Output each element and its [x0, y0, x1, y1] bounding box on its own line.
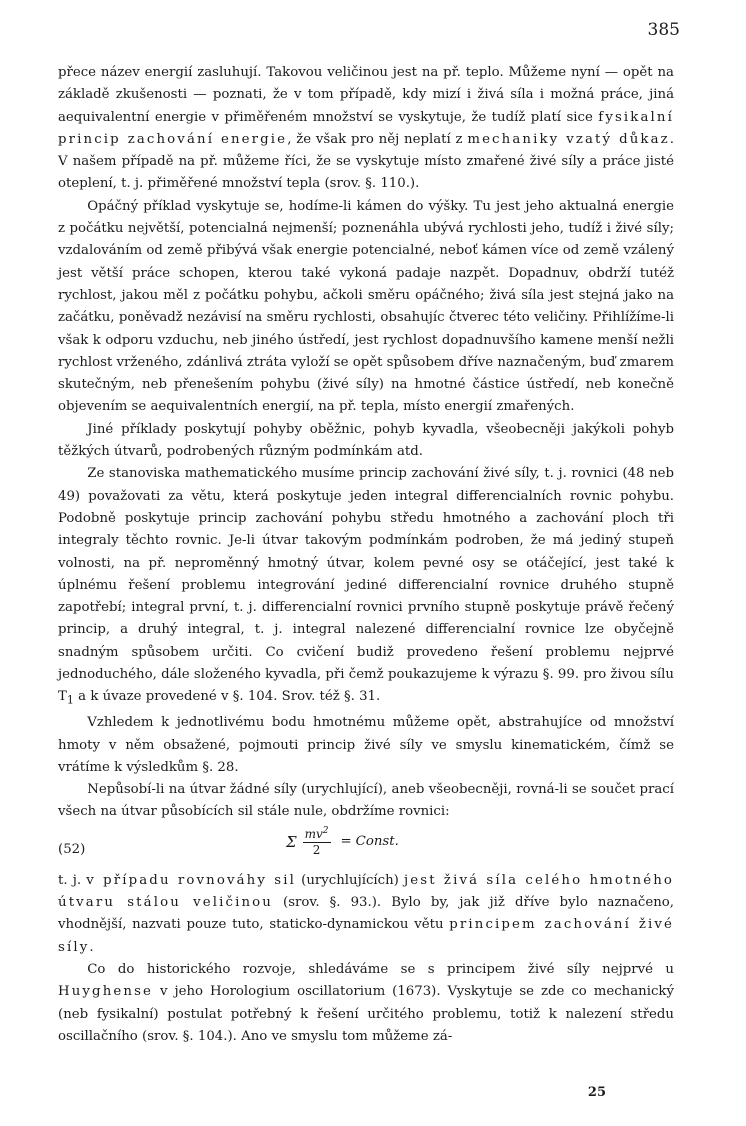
text-run: (urychlujících): [296, 872, 404, 888]
paragraph: [58, 870, 674, 959]
spaced-emphasis: principem zachování živé síly: [58, 917, 675, 955]
equation-exponent: 2: [322, 825, 329, 836]
equation-fraction: [303, 827, 331, 858]
text-run: přece název energií zasluhují. Takovou veličinou jest na př. teplo. Můžeme nyní — opět na základě zkušenosti — poznati, že v tom případě, kdy mizí i živá síla i možná práce, jiná aequivalentní energie v přiměřeném množství se vyskytuje, že tudíž platí sice: [58, 65, 674, 125]
equation-denominator: 2: [312, 842, 321, 857]
paragraph: [58, 712, 674, 779]
equation-rhs: Const.: [355, 834, 399, 850]
equation-numerator: [303, 827, 331, 843]
page-number: 385: [647, 20, 680, 40]
equation-52: [58, 827, 674, 869]
paragraph: [58, 779, 674, 824]
text-run: v jeho Horologium oscillatorium (1673). Vyskytuje se zde co mechanický (neb fysikalní) postulat potřebný k řešení určitého problemu, totiž k nalezení středu oscillačního (srov. §. 104.). Ano ve smyslu tom můžeme zá-: [58, 984, 674, 1044]
paragraph: [58, 463, 674, 712]
spaced-emphasis: fysikalní princip zachování energie: [58, 109, 674, 147]
text-run: . V našem případě na př. můžeme říci, že se vyskytuje místo zmařené živé síly a práce jisté oteplení, t. j. přiměřené množství tepla (srov. §. 110.).: [58, 131, 675, 192]
text-run: t. j.: [58, 872, 87, 888]
paragraphs-before-equation: [58, 62, 674, 824]
text-run: Vzhledem k jednotlivému bodu hmotnému můžeme opět, abstrahujíce od množství hmoty v něm obsažené, pojmouti princip živé síly ve smyslu kinematickém, čímž se vrátíme k výsledkům §. 28.: [58, 715, 674, 775]
text-run: Ze stanoviska mathematického musíme princip zachování živé síly, t. j. rovnici (48 neb 49) považovati za větu, která poskytuje jeden integral differencialních rovnic pohybu. Podobně poskytuje princip zachování pohybu středu hmotného a zachování ploch tři integraly těchto rovnic. Je-li útvar takovým podmínkám podroben, že má jediný stupeň volnosti, na př. neproměnný hmotný útvar, kolem pevné osy se otáčející, jest také k úplnému řešení problemu integrování jediné differencialní rovnice druhého stupně zapotřebí; integral první, t. j. differencialní rovnici prvního stupně poskytuje právě řečený princip, a druhý integral, t. j. integral nalezené differencialní rovnice lze obyčejně snadným spůsobem určiti. Co cvičení budiž provedeno řešení problemu nejprvé jednoduchého, dále složeného kyvadla, při čemž poukazujeme k výrazu §. 99. pro živou sílu T: [58, 466, 674, 705]
numerator-text: mv: [304, 826, 323, 841]
text-run: .: [89, 939, 94, 955]
equation-body: [286, 827, 399, 858]
signature-mark: 25: [587, 1085, 606, 1100]
text-run: Nepůsobí-li na útvar žádné síly (urychlující), aneb všeobecněji, rovná-li se součet prací všech na útvar působících sil stále nule, obdržíme rovnici:: [58, 782, 674, 820]
paragraph: [58, 62, 674, 196]
spaced-emphasis: mechaniky vzatý důkaz: [467, 131, 670, 147]
equation-sigma: Σ: [286, 833, 297, 852]
equation-equals: =: [340, 834, 352, 850]
subscript: 1: [66, 693, 74, 707]
text-run: a k úvaze provedené v §. 104. Srov. též §. 31.: [73, 689, 381, 705]
text-run: (srov. §. 93.). Bylo by, jak již dříve bylo naznačeno, vhodnější, nazvati pouze tuto, staticko-dynamickou větu: [58, 895, 674, 933]
spaced-emphasis: v případu rovnováhy sil: [86, 872, 296, 888]
text-run: Opáčný příklad vyskytuje se, hodíme-li kámen do výšky. Tu jest jeho aktualná energie z počátku největší, potencialná nejmenší; poznenáhla ubývá rychlosti jeho, tudíž i živé síly; vzdalováním od země přibývá však energie potencialné, neboť kámen více od země vzálený jest větší práce schopen, kterou také vykoná padaje nazpět. Dopadnuv, obdrží tutéž rychlost, jakou měl z počátku pohybu, ačkoli směru opáčného; živá síla jest stejná jako na začátku, poněvadž nezávisí na směru rychlosti, obsahujíc čtverec této veličiny. Přihlížíme-li však k odporu vzduchu, neb jiného ústředí, jest rychlost dopadnuvšího kamene menší nežli rychlost vrženého, zdánlivá ztráta vyloží se opět spůsobem dříve naznačeným, buď zmarem skutečným, neb přenešením pohybu (živé síly) na hmotné částice ústředí, neb konečně objevením se aequivalentních energií, na př. tepla, místo energií zmařených.: [58, 198, 674, 415]
paragraph: [58, 196, 674, 419]
paragraphs-after-equation: [58, 870, 674, 1048]
text-run: Jiné příklady poskytují pohyby oběžnic, pohyb kyvadla, všeobecněji jakýkoli pohyb těžkých útvarů, podrobených různým podmínkám atd.: [58, 421, 674, 460]
paragraph: [58, 959, 674, 1048]
text-run: Co do historického rozvoje, shledáváme se s principem živé síly nejprvé u: [87, 961, 674, 977]
equation-number: (52): [58, 841, 86, 857]
text-block: [58, 62, 674, 1048]
paragraph: [58, 419, 674, 464]
text-run: , že však pro něj neplatí z: [287, 131, 468, 147]
spaced-emphasis: jest živá síla celého hmotného útvaru stálou veličinou: [58, 872, 675, 911]
spaced-emphasis: Huyghense: [58, 984, 154, 1000]
